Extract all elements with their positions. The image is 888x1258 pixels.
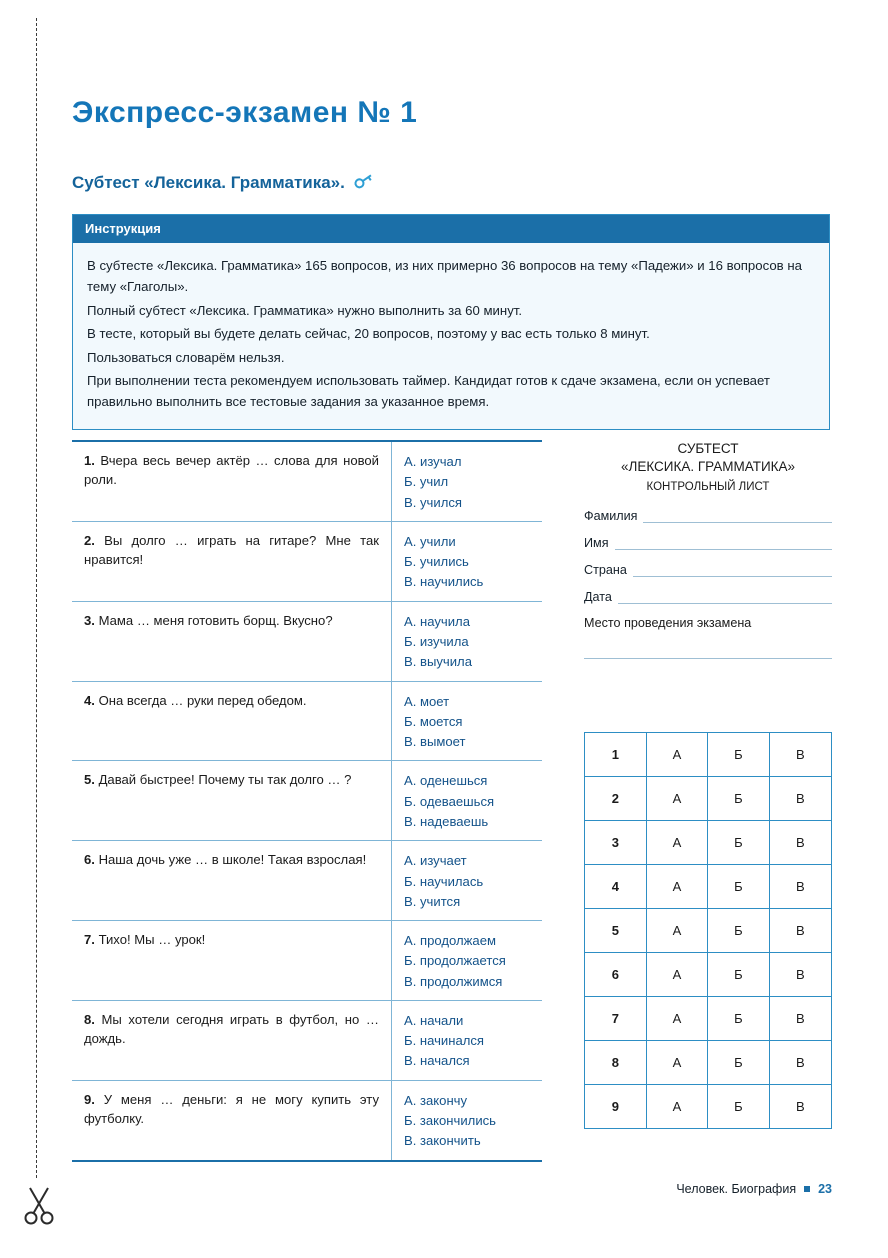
- subtest-title: Субтест «Лексика. Грамматика».: [72, 172, 345, 192]
- option[interactable]: В. начался: [404, 1053, 470, 1069]
- options-cell: [392, 841, 542, 920]
- option[interactable]: Б. одеваешься: [404, 793, 495, 809]
- field-date[interactable]: [584, 590, 832, 604]
- question-number: 9.: [84, 1091, 95, 1107]
- field-input-line[interactable]: [643, 510, 832, 523]
- question-text: Вчера весь вечер актёр … слова для новой роли.: [84, 453, 380, 487]
- instruction-line: Пользоваться словарём нельзя.: [87, 349, 285, 365]
- question-cell: [72, 442, 392, 521]
- option[interactable]: В. надеваешь: [404, 813, 489, 829]
- answer-option-a[interactable]: А: [647, 1041, 708, 1084]
- answer-option-v[interactable]: В: [795, 1011, 805, 1026]
- control-title-line3: КОНТРОЛЬНЫЙ ЛИСТ: [646, 481, 770, 494]
- answer-row-number: 5: [585, 909, 647, 952]
- field-input-line[interactable]: [633, 564, 832, 577]
- question-number: 2.: [84, 532, 95, 548]
- table-row: [72, 1081, 542, 1160]
- answer-row: [585, 1085, 831, 1128]
- field-country[interactable]: [584, 563, 832, 577]
- option[interactable]: Б. учил: [404, 474, 449, 490]
- option[interactable]: В. вымоет: [404, 734, 466, 750]
- question-text: Давай быстрее! Почему ты так долго … ?: [98, 772, 352, 788]
- answer-row: [585, 777, 831, 821]
- option[interactable]: В. выучила: [404, 654, 472, 670]
- options-cell: [392, 1081, 542, 1160]
- page-footer: [676, 1182, 832, 1196]
- field-label: Имя: [584, 535, 609, 550]
- control-title-line2: «ЛЕКСИКА. ГРАММАТИКА»: [620, 459, 796, 475]
- question-text: Наша дочь уже … в школе! Такая взрослая!: [98, 852, 367, 868]
- answer-row-number: 8: [585, 1041, 647, 1084]
- question-number: 5.: [84, 772, 95, 788]
- question-text: Мама … меня готовить борщ. Вкусно?: [98, 612, 333, 628]
- instruction-heading: Инструкция: [73, 215, 829, 243]
- answer-row: [585, 953, 831, 997]
- table-row: [72, 442, 542, 522]
- answer-row-number: 1: [585, 733, 647, 776]
- option[interactable]: Б. изучила: [404, 633, 469, 649]
- answer-option-b[interactable]: Б: [708, 865, 769, 908]
- options-cell: [392, 921, 542, 1000]
- answer-row: [585, 997, 831, 1041]
- instruction-line: При выполнении теста рекомендуем использовать таймер. Кандидат готов к сдаче экзамена, если он успевает правильно выполнить все тестовые задания за указанное время.: [87, 372, 770, 410]
- question-cell: [72, 522, 392, 601]
- answer-row: [585, 865, 831, 909]
- option[interactable]: В. научились: [404, 574, 484, 590]
- footer-text: Человек. Биография: [676, 1182, 797, 1196]
- key-icon: [351, 168, 379, 197]
- table-row: [72, 682, 542, 762]
- table-row: [72, 602, 542, 682]
- answer-option-a[interactable]: А: [647, 953, 708, 996]
- question-cell: [72, 921, 392, 1000]
- answer-row-number: 6: [585, 953, 647, 996]
- instruction-body: [73, 243, 829, 429]
- option[interactable]: В. учится: [404, 893, 461, 909]
- question-text: Она всегда … руки перед обедом.: [98, 692, 307, 708]
- option[interactable]: Б. учились: [404, 554, 469, 570]
- answer-option-b[interactable]: Б: [708, 1041, 769, 1084]
- option[interactable]: Б. моется: [404, 713, 463, 729]
- question-text: Тихо! Мы … урок!: [98, 932, 206, 948]
- answer-row-number: 3: [585, 821, 647, 864]
- page-title: Экспресс-экзамен № 1: [72, 96, 418, 129]
- answer-row: [585, 733, 831, 777]
- field-input-line[interactable]: [618, 591, 832, 604]
- question-text: Мы хотели сегодня играть в футбол, но … дождь.: [84, 1011, 379, 1046]
- question-cell: [72, 602, 392, 681]
- option[interactable]: А. изучает: [404, 853, 467, 869]
- instruction-line: Полный субтест «Лексика. Грамматика» нужно выполнить за 60 минут.: [87, 302, 523, 318]
- options-cell: [392, 1001, 542, 1080]
- answer-option-a[interactable]: А: [647, 1085, 708, 1128]
- question-number: 7.: [84, 932, 95, 948]
- answer-option-a[interactable]: А: [647, 777, 708, 820]
- option[interactable]: Б. научилась: [404, 873, 484, 889]
- option[interactable]: А. продолжаем: [404, 933, 496, 949]
- answer-option-b[interactable]: Б: [708, 953, 769, 996]
- option[interactable]: А. закончу: [404, 1092, 468, 1108]
- answer-option-b[interactable]: Б: [708, 997, 769, 1040]
- option[interactable]: Б. продолжается: [404, 953, 506, 969]
- page-number: 23: [818, 1182, 832, 1196]
- answer-option-v[interactable]: В: [795, 1055, 805, 1070]
- answer-row-number: 9: [585, 1085, 647, 1128]
- question-number: 3.: [84, 612, 95, 628]
- table-row: [72, 761, 542, 841]
- options-cell: [392, 522, 542, 601]
- question-cell: [72, 1081, 392, 1160]
- answer-option-v[interactable]: В: [795, 747, 805, 762]
- field-label: Дата: [584, 589, 612, 604]
- question-cell: [72, 1001, 392, 1080]
- question-number: 4.: [84, 692, 95, 708]
- question-number: 8.: [84, 1011, 95, 1027]
- field-name[interactable]: [584, 536, 832, 550]
- option[interactable]: Б. закончились: [404, 1113, 497, 1129]
- answer-row: [585, 821, 831, 865]
- field-label: Фамилия: [584, 508, 638, 523]
- footer-square-icon: [804, 1186, 810, 1192]
- cut-guide-line: [36, 18, 37, 1178]
- options-cell: [392, 761, 542, 840]
- question-cell: [72, 841, 392, 920]
- field-label: Страна: [584, 562, 627, 577]
- instruction-box: [72, 214, 830, 430]
- field-label: Место проведения экзамена: [584, 615, 752, 630]
- answer-option-b[interactable]: Б: [708, 733, 769, 776]
- answer-option-a[interactable]: А: [647, 909, 708, 952]
- answer-option-v[interactable]: В: [795, 923, 805, 938]
- question-number: 1.: [84, 453, 95, 468]
- answer-option-b[interactable]: Б: [708, 777, 769, 820]
- question-cell: [72, 761, 392, 840]
- answer-grid: [584, 732, 832, 1129]
- question-text: Вы долго … играть на гитаре? Мне так нравится!: [84, 532, 379, 567]
- answer-row: [585, 909, 831, 953]
- option[interactable]: В. закончить: [404, 1133, 481, 1149]
- instruction-line: В тесте, который вы будете делать сейчас, 20 вопросов, поэтому у вас есть только 8 минут.: [87, 326, 650, 342]
- answer-option-a[interactable]: А: [647, 865, 708, 908]
- option[interactable]: В. продолжимся: [404, 973, 503, 989]
- answer-option-v[interactable]: В: [795, 1099, 805, 1114]
- instruction-line: В субтесте «Лексика. Грамматика» 165 вопросов, из них примерно 36 вопросов на тему «Падежи» и 16 вопросов на тему «Глаголы».: [87, 258, 802, 295]
- table-row: [72, 1001, 542, 1081]
- scissors-icon: [22, 1185, 56, 1227]
- option[interactable]: А. начали: [404, 1012, 464, 1028]
- table-row: [72, 841, 542, 921]
- answer-option-a[interactable]: А: [647, 997, 708, 1040]
- option[interactable]: А. изучал: [404, 454, 462, 469]
- option[interactable]: А. научила: [404, 613, 470, 629]
- control-sheet-title: [584, 440, 832, 496]
- field-input-line[interactable]: [615, 537, 832, 550]
- answer-option-b[interactable]: Б: [708, 821, 769, 864]
- answer-option-b[interactable]: Б: [708, 1085, 769, 1128]
- page-content: [72, 0, 832, 1258]
- answer-row-number: 2: [585, 777, 647, 820]
- field-exam-place[interactable]: [584, 616, 832, 659]
- question-cell: [72, 682, 392, 761]
- answer-option-v[interactable]: В: [795, 967, 805, 982]
- answer-option-v[interactable]: В: [795, 791, 805, 806]
- answer-option-b[interactable]: Б: [708, 909, 769, 952]
- field-surname[interactable]: [584, 509, 832, 523]
- control-sheet: [584, 440, 832, 659]
- answer-row: [585, 1041, 831, 1085]
- answer-option-v[interactable]: В: [795, 835, 805, 850]
- question-text: У меня … деньги: я не могу купить эту футболку.: [84, 1091, 379, 1126]
- options-cell: [392, 442, 542, 521]
- table-row: [72, 522, 542, 602]
- options-cell: [392, 682, 542, 761]
- option[interactable]: А. учили: [404, 533, 456, 549]
- subtest-heading: [72, 172, 375, 193]
- option[interactable]: Б. начинался: [404, 1033, 485, 1049]
- field-input-line[interactable]: [584, 642, 832, 659]
- answer-option-v[interactable]: В: [795, 879, 805, 894]
- questions-table: [72, 440, 542, 1162]
- answer-row-number: 4: [585, 865, 647, 908]
- option[interactable]: А. моет: [404, 693, 450, 709]
- control-title-line1: СУБТЕСТ: [677, 441, 739, 456]
- question-number: 6.: [84, 852, 95, 868]
- answer-option-a[interactable]: А: [647, 821, 708, 864]
- option[interactable]: В. учился: [404, 494, 462, 510]
- option[interactable]: А. оденешься: [404, 773, 488, 789]
- answer-option-a[interactable]: А: [647, 733, 708, 776]
- answer-row-number: 7: [585, 997, 647, 1040]
- table-row: [72, 921, 542, 1001]
- options-cell: [392, 602, 542, 681]
